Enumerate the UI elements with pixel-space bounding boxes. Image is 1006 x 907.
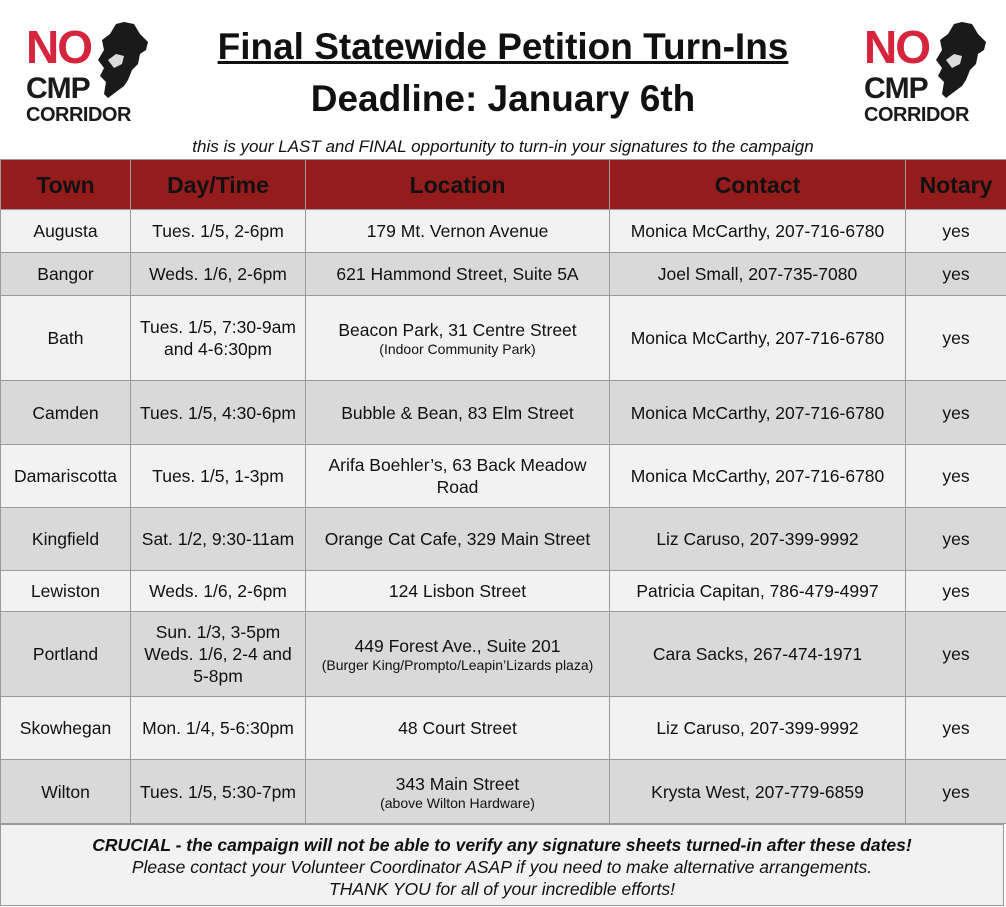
table-row (1, 760, 1006, 824)
daytime-cell: Sun. 1/3, 3-5pm Weds. 1/6, 2-4 and 5-8pm (131, 612, 306, 697)
location-cell (306, 253, 610, 296)
location-note: (Burger King/Prompto/Leapin’Lizards plaza) (321, 657, 594, 673)
notary-cell: yes (906, 445, 1006, 508)
logo-no-text: NO (864, 21, 929, 73)
deadline-heading: Deadline: January 6th (310, 78, 696, 119)
daytime-cell: Tues. 1/5, 1-3pm (131, 445, 306, 508)
table-row (1, 381, 1006, 445)
daytime-cell: Tues. 1/5, 2-6pm (131, 210, 306, 253)
town-cell: Bath (1, 296, 131, 381)
column-header-town: Town (1, 160, 131, 210)
notary-cell: yes (906, 697, 1006, 760)
location-note: (Indoor Community Park) (379, 341, 536, 357)
table-row (1, 210, 1006, 253)
notary-cell: yes (906, 210, 1006, 253)
location-text: 48 Court Street (398, 718, 517, 738)
logo-cmp-text: CMP (864, 72, 928, 105)
table-row (1, 697, 1006, 760)
town-cell: Camden (1, 381, 131, 445)
logo-no-text: NO (26, 21, 91, 73)
table-row (1, 571, 1006, 612)
location-cell (306, 445, 610, 508)
town-cell: Portland (1, 612, 131, 697)
location-cell (306, 571, 610, 612)
town-cell: Kingfield (1, 508, 131, 571)
turn-in-schedule-table (0, 159, 1006, 824)
table-row (1, 253, 1006, 296)
contact-cell: Monica McCarthy, 207-716-6780 (610, 210, 906, 253)
column-header-contact: Contact (610, 160, 906, 210)
column-header-location: Location (306, 160, 610, 210)
table-row (1, 508, 1006, 571)
contact-cell: Liz Caruso, 207-399-9992 (610, 508, 906, 571)
town-cell: Damariscotta (1, 445, 131, 508)
table-row (1, 296, 1006, 381)
column-header-notary: Notary (906, 160, 1006, 210)
location-text: 179 Mt. Vernon Avenue (366, 221, 549, 241)
location-cell (306, 612, 610, 697)
contact-cell: Monica McCarthy, 207-716-6780 (610, 296, 906, 381)
contact-cell: Joel Small, 207-735-7080 (610, 253, 906, 296)
location-text: Orange Cat Cafe, 329 Main Street (324, 529, 591, 549)
town-cell: Wilton (1, 760, 131, 824)
notary-cell: yes (906, 381, 1006, 445)
location-cell (306, 760, 610, 824)
location-text: Beacon Park, 31 Centre Street (338, 320, 577, 340)
location-text: 343 Main Street (395, 773, 520, 794)
contact-coordinator-note: Please contact your Volunteer Coordinator ASAP if you need to make alternative arrangements. (131, 857, 873, 877)
location-cell (306, 381, 610, 445)
contact-cell: Krysta West, 207-779-6859 (610, 760, 906, 824)
location-cell (306, 697, 610, 760)
town-cell: Bangor (1, 253, 131, 296)
logo-corridor-text: CORRIDOR (864, 104, 969, 126)
notary-cell: yes (906, 508, 1006, 571)
table-header-row (1, 160, 1006, 210)
contact-cell: Monica McCarthy, 207-716-6780 (610, 445, 906, 508)
logo-corridor-text: CORRIDOR (26, 104, 131, 126)
page-title: Final Statewide Petition Turn-Ins (217, 26, 789, 67)
contact-cell: Monica McCarthy, 207-716-6780 (610, 381, 906, 445)
location-cell (306, 296, 610, 381)
column-header-daytime: Day/Time (131, 160, 306, 210)
notary-cell: yes (906, 571, 1006, 612)
table-row (1, 612, 1006, 697)
daytime-cell: Tues. 1/5, 4:30-6pm (131, 381, 306, 445)
daytime-cell: Tues. 1/5, 5:30-7pm (131, 760, 306, 824)
crucial-warning: CRUCIAL - the campaign will not be able to verify any signature sheets turned-in after these dates! (92, 835, 912, 855)
notary-cell: yes (906, 296, 1006, 381)
contact-cell: Patricia Capitan, 786-479-4997 (610, 571, 906, 612)
daytime-cell: Weds. 1/6, 2-6pm (131, 571, 306, 612)
location-text: Bubble & Bean, 83 Elm Street (341, 402, 574, 423)
daytime-cell: Sat. 1/2, 9:30-11am (131, 508, 306, 571)
contact-cell: Liz Caruso, 207-399-9992 (610, 697, 906, 760)
daytime-cell: Weds. 1/6, 2-6pm (131, 253, 306, 296)
daytime-cell: Mon. 1/4, 5-6:30pm (131, 697, 306, 760)
location-cell (306, 210, 610, 253)
notary-cell: yes (906, 612, 1006, 697)
contact-cell: Cara Sacks, 267-474-1971 (610, 612, 906, 697)
location-text: 449 Forest Ave., Suite 201 (354, 636, 561, 656)
notary-cell: yes (906, 253, 1006, 296)
town-cell: Augusta (1, 210, 131, 253)
table-row (1, 445, 1006, 508)
logo-cmp-text: CMP (26, 72, 90, 105)
location-text: 621 Hammond Street, Suite 5A (336, 264, 579, 284)
location-text: Arifa Boehler’s, 63 Back Meadow Road (328, 455, 587, 497)
daytime-cell: Tues. 1/5, 7:30-9am and 4-6:30pm (131, 296, 306, 381)
subtitle: this is your LAST and FINAL opportunity to turn-in your signatures to the campaign (192, 137, 814, 156)
town-cell: Lewiston (1, 571, 131, 612)
thank-you-note: THANK YOU for all of your incredible efforts! (329, 879, 675, 899)
town-cell: Skowhegan (1, 697, 131, 760)
footer-note (0, 824, 1004, 906)
location-text: 124 Lisbon Street (388, 581, 527, 601)
notary-cell: yes (906, 760, 1006, 824)
location-note: (above Wilton Hardware) (380, 794, 535, 811)
location-cell (306, 508, 610, 571)
